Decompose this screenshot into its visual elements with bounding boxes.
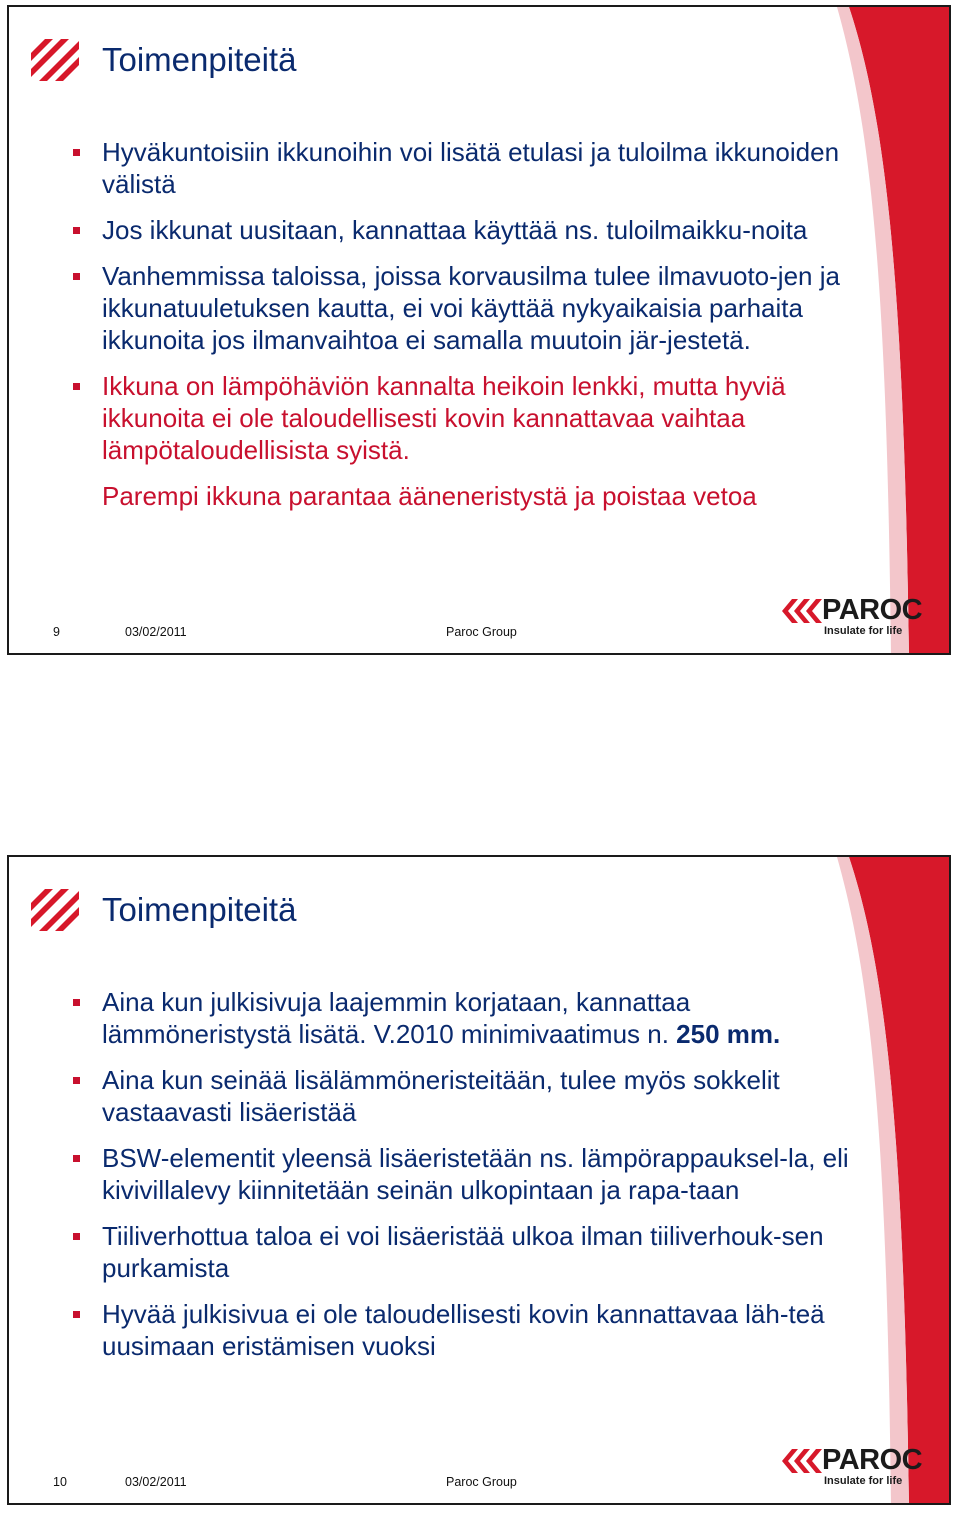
paroc-diamond-icon — [782, 596, 822, 626]
square-bullet-icon — [73, 383, 80, 390]
bullet-item — [69, 370, 869, 466]
paroc-diamond-icon — [782, 1446, 822, 1476]
slide-title: Toimenpiteitä — [102, 41, 297, 78]
paroc-logo — [782, 1442, 932, 1488]
bullet-item — [69, 260, 869, 356]
bullet-item — [69, 1220, 869, 1284]
square-bullet-icon — [73, 227, 80, 234]
bullet-item — [69, 1064, 869, 1128]
bullet-text: Jos ikkunat uusitaan, kannattaa käyttää ns. tuloilmaikku-noita — [102, 215, 808, 245]
paroc-tagline: Insulate for life — [824, 625, 903, 637]
bullet-item — [69, 136, 869, 200]
paroc-logo — [782, 592, 932, 638]
company-name: Paroc Group — [446, 625, 517, 639]
square-bullet-icon — [73, 1311, 80, 1318]
bullet-text: Aina kun julkisivuja laajemmin korjataan, kannattaa lämmöneristystä lisätä. V.2010 minimivaatimus n. — [102, 987, 691, 1049]
bullet-text: Vanhemmissa taloissa, joissa korvausilma tulee ilmavuoto-jen ja ikkunatuuletuksen kautta, ei voi käyttää nykyaikaisia parhaita ikkunoita jos ilmanvaihtoa ei samalla muutoin jär-jestetä. — [102, 261, 840, 355]
bullet-item — [69, 986, 869, 1050]
bullet-item-no-marker — [69, 480, 869, 512]
stripes-logo-icon — [31, 889, 79, 931]
bullet-text: Tiiliverhottua taloa ei voi lisäeristää ulkoa ilman tiiliverhouk-sen purkamista — [102, 1221, 824, 1283]
slide-date: 03/02/2011 — [125, 625, 187, 639]
bullet-text: Parempi ikkuna parantaa ääneneristystä ja poistaa vetoa — [102, 481, 757, 511]
square-bullet-icon — [73, 1155, 80, 1162]
bullet-text: Hyvää julkisivua ei ole taloudellisesti kovin kannattavaa läh-teä uusimaan eristämisen vuoksi — [102, 1299, 825, 1361]
slide-9 — [7, 5, 951, 655]
slide-number: 9 — [53, 625, 60, 639]
slide-date: 03/02/2011 — [125, 1475, 187, 1489]
bullet-text: Ikkuna on lämpöhäviön kannalta heikoin lenkki, mutta hyviä ikkunoita ei ole taloudellisesti kovin kannattavaa vaihtaa lämpötaloudellisista syistä. — [102, 371, 786, 465]
paroc-wordmark: PAROC — [822, 594, 923, 626]
bullet-item — [69, 214, 869, 246]
paroc-wordmark: PAROC — [822, 1444, 923, 1476]
slide-number: 10 — [53, 1475, 67, 1489]
bullet-list — [69, 986, 869, 1376]
square-bullet-icon — [73, 149, 80, 156]
bullet-list — [69, 136, 869, 526]
square-bullet-icon — [73, 1077, 80, 1084]
paroc-tagline: Insulate for life — [824, 1475, 903, 1487]
company-name: Paroc Group — [446, 1475, 517, 1489]
bullet-text: BSW-elementit yleensä lisäeristetään ns. lämpörappauksel-la, eli kivivillalevy kiinnitetään seinän ulkopintaan ja rapa-taan — [102, 1143, 849, 1205]
square-bullet-icon — [73, 999, 80, 1006]
bullet-item — [69, 1142, 869, 1206]
square-bullet-icon — [73, 273, 80, 280]
bullet-bold-text: 250 mm. — [676, 1019, 781, 1049]
square-bullet-icon — [73, 1233, 80, 1240]
bullet-text: Aina kun seinää lisälämmöneristeitään, tulee myös sokkelit vastaavasti lisäeristää — [102, 1065, 780, 1127]
slide-title: Toimenpiteitä — [102, 891, 297, 928]
bullet-item — [69, 1298, 869, 1362]
stripes-logo-icon — [31, 39, 79, 81]
slide-10 — [7, 855, 951, 1505]
bullet-text: Hyväkuntoisiin ikkunoihin voi lisätä etulasi ja tuloilma ikkunoiden välistä — [102, 137, 840, 199]
